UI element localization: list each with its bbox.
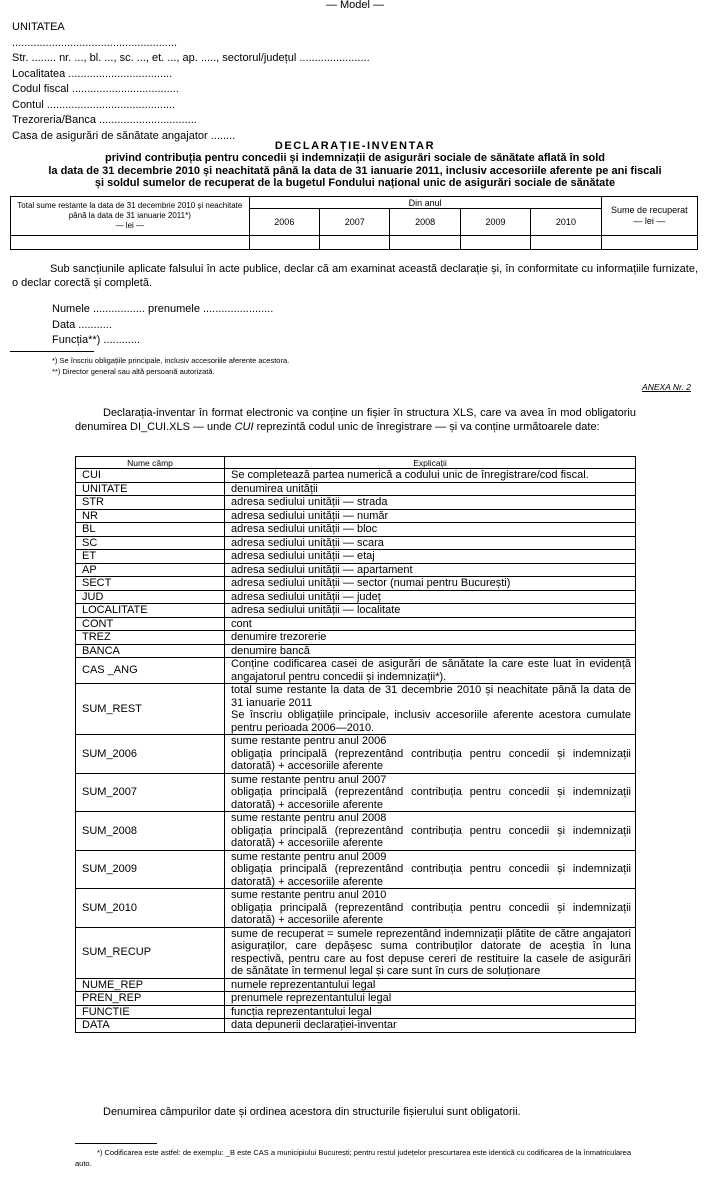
field-name-cell: SC [76,536,225,550]
field-name-cell: SUM_2006 [76,735,225,774]
field-desc-line: numele reprezentantului legal [231,978,376,991]
field-name-cell: SUM_2008 [76,812,225,851]
field-desc-cell [225,550,636,564]
table-row [76,927,636,978]
field-name-cell: JUD [76,590,225,604]
field-name-cell: SUM_2007 [76,773,225,812]
field-desc-line: adresa sediului unității — sector (numai pentru București) [231,577,511,589]
field-desc-line: adresa sediului unității — etaj [231,550,375,562]
table-row [76,563,636,577]
field-desc-line: total sume restante la data de 31 decembrie 2010 și neachitate până la data de 31 ianuarie 2011 [231,684,631,709]
table-row [76,509,636,523]
field-desc-line: adresa sediului unității — scara [231,536,384,549]
field-desc-line: obligația principală (reprezentând contribuția pentru concedii și indemnizații datorată) + accesoriile aferente [231,824,631,849]
field-name-cell: SUM_REST [76,684,225,735]
signature-name: Numele ................. prenumele ....................... [52,303,274,315]
summary-year-cell: 2008 [390,209,460,236]
field-desc-cell [225,889,636,928]
table-row [76,496,636,510]
summary-year-cell: 2009 [460,209,530,236]
summary-total-header: Total sume restante la data de 31 decembrie 2010 și neachitate până la data de 31 ianuarie 2011*) — lei — [11,197,250,236]
fields-header-desc: Explicații [225,457,636,469]
field-desc-line: adresa sediului unității — apartament [231,563,413,576]
annex-label: ANEXA Nr. 2 [642,382,691,392]
field-desc-line: denumirea unității [231,482,318,495]
header-line: Str. ........ nr. ..., bl. ..., sc. ..., et. ..., ap. ....., sectorul/județul ....................... [12,52,370,64]
header-line: Localitatea .................................. [12,67,173,80]
signature-block [52,302,273,349]
summary-value-cell [249,236,319,250]
table-row [76,590,636,604]
field-desc-line: funcția reprezentantului legal [231,1005,372,1018]
field-desc-cell [225,496,636,510]
field-desc-line: denumire trezorerie [231,631,327,643]
table-row [76,812,636,851]
table-row [76,577,636,591]
footnote-director: **) Director general sau altă persoană autorizată. [52,366,215,376]
fields-table [75,456,636,1033]
footnote-cas-code: *) Codificarea este astfel: de exemplu: _B este CAS a municipiului București; pentru restul județelor prescurtarea este identică cu codificarea de la înmatricularea auto. [75,1148,632,1168]
summary-year-cell: 2010 [531,209,601,236]
table-row [76,658,636,684]
field-name-cell: AP [76,563,225,577]
field-desc-line: adresa sediului unității — strada [231,496,388,508]
field-desc-line: obligația principală (reprezentând contribuția pentru concedii și indemnizații datorată) + accesoriile aferente [231,747,631,772]
table-row [76,992,636,1006]
closing-paragraph: Denumirea câmpurilor date și ordinea acestora din structurile fișierului sunt obligatorii. [103,1106,521,1118]
table-row [76,889,636,928]
summary-value-cell [460,236,530,250]
field-desc-cell [225,617,636,631]
field-desc-cell [225,590,636,604]
field-name-cell: CUI [76,469,225,483]
document-title [0,140,710,189]
field-desc-line: obligația principală (reprezentând contribuția pentru concedii și indemnizații datorată) + accesoriile aferente [231,901,631,926]
field-desc-cell [225,536,636,550]
field-desc-cell [225,631,636,645]
field-name-cell: SUM_2009 [76,850,225,889]
signature-function: Funcția**) ............ [52,334,141,346]
field-desc-line: Se completează partea numerică a codului unic de înregistrare/cod fiscal. [231,469,589,481]
field-desc-cell [225,469,636,483]
field-desc-line: sume restante pentru anul 2009 [231,850,387,863]
field-desc-line: adresa sediului unității — număr [231,509,389,522]
title-main: DECLARAȚIE-INVENTAR [274,140,436,152]
field-name-cell: LOCALITATE [76,604,225,618]
field-desc-line: sume restante pentru anul 2010 [231,889,387,901]
field-name-cell: CAS _ANG [76,658,225,684]
field-desc-line: obligația principală (reprezentând contribuția pentru concedii și indemnizații datorată) + accesoriile aferente [231,786,631,811]
field-desc-cell [225,812,636,851]
field-desc-line: prenumele reprezentantului legal [231,992,392,1004]
field-desc-cell [225,773,636,812]
field-desc-cell [225,927,636,978]
summary-value-cell [601,236,697,250]
field-name-cell: CONT [76,617,225,631]
footnote-2-separator [75,1143,157,1144]
table-row [76,536,636,550]
table-row [76,469,636,483]
signature-date: Data ........... [52,318,112,331]
header-line: Codul fiscal ................................... [12,83,179,95]
field-name-cell: SUM_2010 [76,889,225,928]
field-desc-cell [225,658,636,684]
field-name-cell: SUM_RECUP [76,927,225,978]
field-desc-line: adresa sediului unității — bloc [231,523,378,535]
summary-year-cell: 2007 [320,209,390,236]
field-name-cell: FUNCTIE [76,1005,225,1019]
field-desc-line: Conține codificarea casei de asigurări de sănătate la care este luat în evidență angajatorul pentru concedii și indemnizații*). [231,658,631,683]
field-desc-line: sume de recuperat = sumele reprezentând indemnizații plătite de către angajatori asiguraților, care depășesc suma contribuților datorate de aceștia în luna respectivă, pentru care au fost depuse cereri de restituire la casele de asigurări de sănătate în termenul legal și care sunt în curs de soluționare [231,927,631,977]
field-desc-cell [225,563,636,577]
footnote-separator [10,351,94,352]
field-name-cell: BANCA [76,644,225,658]
footnote-obligations: *) Se înscriu obligațiile principale, inclusiv accesoriile aferente acestora. [52,356,290,365]
table-row [76,1019,636,1033]
field-desc-line: adresa sediului unității — localitate [231,604,401,616]
table-row [76,631,636,645]
header-line: ...................................................... [12,36,178,49]
field-desc-cell [225,978,636,992]
field-desc-cell [225,735,636,774]
field-name-cell: STR [76,496,225,510]
model-label: — Model — [325,0,385,11]
table-row [76,604,636,618]
field-desc-line: sume restante pentru anul 2006 [231,735,387,747]
fields-header-name: Nume câmp [76,457,225,469]
table-row [76,978,636,992]
field-desc-cell [225,1019,636,1033]
summary-value-cell [320,236,390,250]
header-line: Trezoreria/Banca ................................ [12,114,197,126]
table-row [76,644,636,658]
field-name-cell: DATA [76,1019,225,1033]
field-name-cell: PREN_REP [76,992,225,1006]
table-row [76,735,636,774]
table-row [76,684,636,735]
table-row [76,550,636,564]
field-name-cell: NUME_REP [76,978,225,992]
field-desc-cell [225,509,636,523]
title-line-4: și soldul sumelor de recuperat de la bugetul Fondului național unic de asigurări sociale de sănătate [94,176,616,189]
field-name-cell: SECT [76,577,225,591]
field-desc-line: Se înscriu obligațiile principale, inclusiv accesoriile aferente acestora cumulate pentru perioada 2006—2010. [231,709,631,734]
field-desc-line: cont [231,617,252,630]
summary-value-cell [11,236,250,250]
field-desc-line: adresa sediului unității — județ [231,590,381,603]
field-name-cell: NR [76,509,225,523]
footnotes-block [52,356,289,377]
field-desc-cell [225,482,636,496]
declaration-paragraph: Sub sancțiunile aplicate falsului în acte publice, declar că am examinat această declarație și, în conformitate cu informațiile furnizate, o declar corectă și completă. [12,263,698,289]
field-desc-cell [225,604,636,618]
header-line: Contul .......................................... [12,98,176,111]
summary-table [10,196,698,250]
summary-year-cell: 2006 [249,209,319,236]
field-desc-cell [225,577,636,591]
summary-recover-header: Sume de recuperat — lei — [601,197,697,236]
header-line: UNITATEA [12,21,65,33]
employer-header-block [12,20,370,144]
table-row [76,1005,636,1019]
table-row [76,523,636,537]
field-desc-line: denumire bancă [231,644,310,657]
table-row [76,773,636,812]
field-name-cell: TREZ [76,631,225,645]
field-desc-cell [225,684,636,735]
field-desc-cell [225,523,636,537]
title-line-2: privind contribuția pentru concedii și indemnizații de asigurări sociale de sănătate aflată în sold [104,152,605,165]
table-row [76,617,636,631]
title-line-3: la data de 31 decembrie 2010 și neachitată până la data de 31 ianuarie 2011, inclusiv accesoriile aferente pe ani fiscali [48,164,662,177]
field-desc-cell [225,1005,636,1019]
field-desc-line: sume restante pentru anul 2007 [231,773,387,786]
field-desc-cell [225,850,636,889]
table-row [76,482,636,496]
field-desc-cell [225,992,636,1006]
field-desc-line: sume restante pentru anul 2008 [231,812,387,824]
field-desc-cell [225,644,636,658]
summary-value-cell [390,236,460,250]
summary-year-group-header: Din anul [249,197,601,209]
field-name-cell: ET [76,550,225,564]
field-name-cell: BL [76,523,225,537]
table-row [76,850,636,889]
summary-value-cell [531,236,601,250]
field-desc-line: data depunerii declarației-inventar [231,1019,397,1031]
annex-intro-paragraph: Declarația-inventar în format electronic va conține un fișier în structura XLS, care va avea în mod obligatoriu denumirea DI_CUI.XLS — unde CUI reprezintă codul unic de înregistrare — și va conține următoarele date: [75,407,636,433]
field-desc-line: obligația principală (reprezentând contribuția pentru concedii și indemnizații datorată) + accesoriile aferente [231,863,631,888]
field-name-cell: UNITATE [76,482,225,496]
header-line: Casa de asigurări de sănătate angajator ........ [12,129,236,142]
